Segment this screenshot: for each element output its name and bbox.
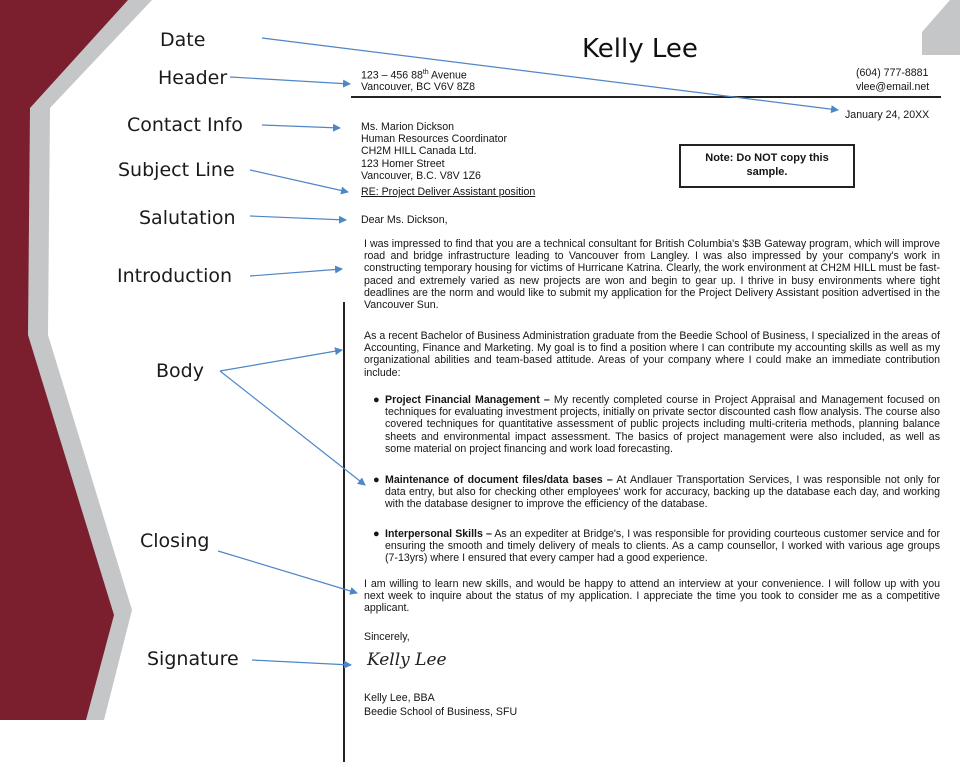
recipient-line: Human Resources Coordinator xyxy=(361,133,508,146)
salutation: Dear Ms. Dickson, xyxy=(361,214,448,226)
bullet-dot: ● xyxy=(373,528,380,540)
bullet-item xyxy=(385,394,940,455)
label-introduction: Introduction xyxy=(117,265,233,287)
bullet-title: Project Financial Management – xyxy=(385,394,550,406)
note-text: Note: Do NOT copy this sample. xyxy=(705,152,829,178)
label-salutation: Salutation xyxy=(139,207,236,229)
signer-name: Kelly Lee, BBA xyxy=(364,692,435,704)
subject-line xyxy=(361,186,535,198)
bullet-dot: ● xyxy=(373,394,380,406)
label-signature: Signature xyxy=(147,648,239,670)
corner-silver-shape xyxy=(922,0,960,55)
sender-address-line1 xyxy=(361,67,467,82)
header-rule xyxy=(351,96,941,98)
recipient-block xyxy=(361,121,507,182)
cover-letter xyxy=(343,62,943,762)
handwritten-signature: Kelly Lee xyxy=(367,650,447,670)
label-header: Header xyxy=(158,67,228,89)
recipient-line: Vancouver, B.C. V8V 1Z6 xyxy=(361,169,481,182)
subject-text: RE: Project Deliver Assistant position xyxy=(361,186,536,198)
bullet-item xyxy=(385,528,940,565)
closing-paragraph: I am willing to learn new skills, and would be happy to attend an interview at your convenience. I will follow up with you next week to inquire about the status of my application. I appreciate the time you took to consider me as a competitive applicant. xyxy=(364,578,940,615)
maroon-band xyxy=(0,0,128,720)
bullet-item xyxy=(385,474,940,511)
label-date: Date xyxy=(160,29,206,51)
bullet-dot: ● xyxy=(373,474,380,486)
bullet-title: Maintenance of document files/data bases – xyxy=(385,474,613,486)
label-subject-line: Subject Line xyxy=(118,159,235,181)
note-box xyxy=(679,144,855,188)
page-edge-line xyxy=(343,302,345,762)
body-paragraph: As a recent Bachelor of Business Administration graduate from the Beedie School of Business, I specialized in the areas of Accounting, Finance and Marketing. My goal is to find a position where I can contribute my accounting skills as well as my organizational abilities and team-based attitude. Areas of your company where I could make an immediate contribution include: xyxy=(364,330,940,379)
bullet-text: At Andlauer Transportation Services, I was responsible not only for data entry, but also for checking other employees' work for accuracy, backing up the database each day, and working with the database designer to improve the efficiency of the database. xyxy=(385,474,940,511)
slide-title: Kelly Lee xyxy=(582,34,698,64)
sender-email: vlee@email.net xyxy=(856,81,930,93)
signer-school: Beedie School of Business, SFU xyxy=(364,706,518,718)
bullet-text: As an expediter at Bridge's, I was responsible for providing courteous customer service and for ensuring the smooth and timely delivery of meals to clients. As a camp counsellor, I worked with various age groups (7-13yrs) where I ensured that every camper had a good experience. xyxy=(385,528,940,565)
address-superscript: th xyxy=(422,69,429,76)
bullet-text: My recently completed course in Project Appraisal and Management focused on techniques for evaluating investment projects, initially on private sector discounted cash flow analysis. The course also covered techniques for quantitative assessment of public projects including multi-criteria methods, planning balance sheets and environmental impact assessment. The basics of project management were also included, as well as some material on project financing and work load forecasting. xyxy=(385,394,940,455)
intro-paragraph: I was impressed to find that you are a technical consultant for British Columbia's $3B Gateway program, which will improve road and bridge infrastructure leading to Vancouver from Langley. I was also impressed by your company's work in constructing temporary housing for victims of Hurricane Katrina. Clearly, the work environment at CH2M HILL must be fast-paced and extremely varied as new projects are won and begin to gear up. I thrive in busy environments where tight deadlines are the norm and would like to submit my application for the Project Delivery Assistant position advertised in the Vancouver Sun. xyxy=(364,238,940,312)
recipient-line: 123 Homer Street xyxy=(361,157,445,170)
sender-address-line2: Vancouver, BC V6V 8Z8 xyxy=(361,81,476,93)
recipient-line: CH2M HILL Canada Ltd. xyxy=(361,145,477,158)
sender-phone: (604) 777-8881 xyxy=(856,67,929,79)
label-closing: Closing xyxy=(140,530,210,552)
recipient-line: Ms. Marion Dickson xyxy=(361,121,455,133)
letter-date: January 24, 20XX xyxy=(845,109,930,121)
label-contact-info: Contact Info xyxy=(127,114,243,136)
bullet-title: Interpersonal Skills – xyxy=(385,528,492,540)
sign-off: Sincerely, xyxy=(364,631,410,643)
address-street: 123 – 456 88 xyxy=(361,69,423,82)
address-street-end: Avenue xyxy=(428,69,467,82)
label-body: Body xyxy=(156,360,204,382)
